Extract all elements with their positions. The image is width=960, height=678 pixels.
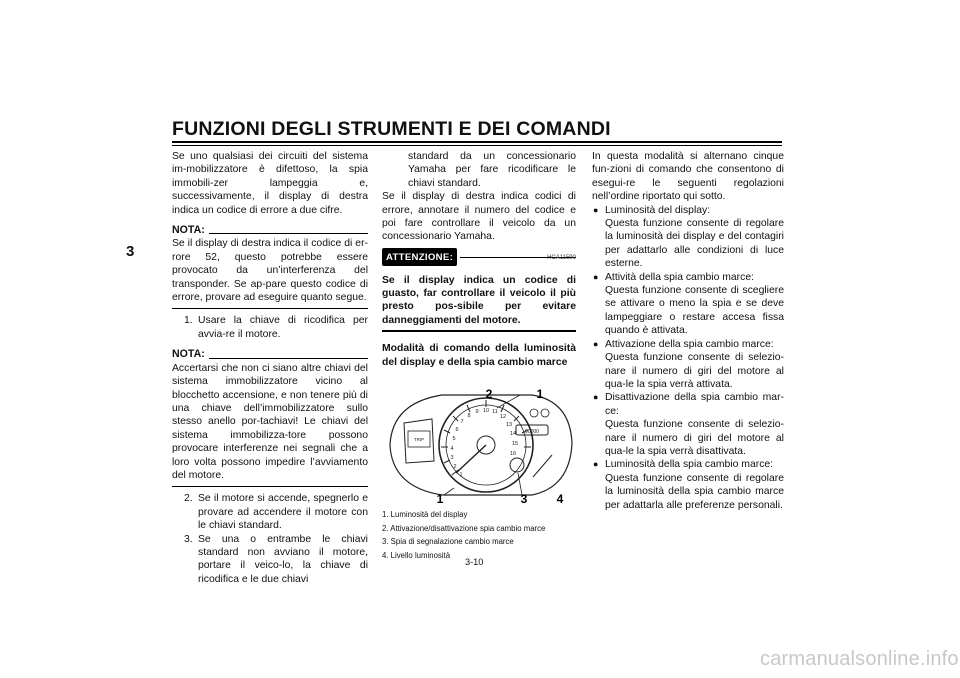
page-title: FUNZIONI DEGLI STRUMENTI E DEI COMANDI <box>172 118 611 140</box>
bullet-body: Questa funzione consente di regolare la luminosità dei display e del contagiri per adattarlo alle condizioni di luce esterne. <box>605 218 784 270</box>
step-text: Se il motore si accende, spegnerlo e provare ad accendere il motore con le chiavi standard. <box>198 493 368 532</box>
dial-number: 12 <box>499 414 507 421</box>
dial-number: 3 <box>450 455 454 462</box>
section-heading: Modalità di comando della luminosità del display e della spia cambio marce <box>382 343 576 368</box>
step-text: Se una o entrambe le chiavi standard non avviano il motore, portare il veico-lo, la chiave di ricodifica e le due chiavi <box>198 533 368 585</box>
step-item <box>172 492 368 532</box>
dial-number: 9 <box>475 409 479 416</box>
bullet-body: Questa funzione consente di regolare la luminosità della spia cambio marce per adattarla alle preferenze personali. <box>605 472 784 511</box>
bullet-item <box>592 271 784 338</box>
lcd-right-text: 00000 <box>525 429 539 436</box>
caption-item: 2. Attivazione/disattivazione spia cambio marce <box>382 523 546 533</box>
dial-number: 8 <box>467 413 471 420</box>
dial-number: 16 <box>509 451 517 458</box>
nota-text: Se il display di destra indica il codice di er-rore 52, questo potrebbe essere provocato da un’interferenza del transponder. Se ap-pare questo codice di errore, provare ad eseguire quanto segue. <box>172 238 368 304</box>
step-text: Usare la chiave di ricodifica per avvia-re il motore. <box>198 315 368 340</box>
caption-item: 3. Spia di segnalazione cambio marce <box>382 537 514 547</box>
bullet-body: Questa funzione consente di selezio-nare il numero di giri del motore al qua-le la spia verrà attivata. <box>605 352 784 390</box>
nota-heading <box>172 348 368 361</box>
dial-number: 1 <box>459 472 463 479</box>
callout-1-top: 1 <box>536 387 544 402</box>
tachometer-illustration <box>382 383 576 505</box>
nota-text: Accertarsi che non ci siano altre chiavi del sistema immobilizzatore vicino al blocchetto accensione, e non tenere più di una chiave dell’immobilizzatore sullo stesso anello por-tachiavi! Le chiavi del sistema immobilizza-tore possono provocare interferenze nei segnali che a loro volta possono impedire l’avviamento del motore. <box>172 362 368 481</box>
caption-item: 4. Livello luminosità <box>382 550 451 560</box>
bullet-head: Disattivazione della spia cambio mar-ce: <box>605 392 784 417</box>
step-item <box>172 533 368 587</box>
nota-end-rule <box>172 486 368 487</box>
bullet-icon: ● <box>593 204 599 215</box>
watermark: carmanualsonline.info <box>760 648 959 670</box>
intro-paragraph: Se uno qualsiasi dei circuiti del sistema im-mobilizzatore è difettoso, la spia immobili-zer lampeggia e, successivamente, il display di destra indica un codice di errore a due cifre. <box>172 151 368 216</box>
nota-heading <box>172 224 368 237</box>
caption-item: 1. Luminosità del display <box>382 510 468 520</box>
callout-3: 3 <box>520 492 528 506</box>
column-middle <box>382 150 576 562</box>
bullet-icon: ● <box>593 338 599 349</box>
step-number: 3. <box>184 533 193 545</box>
callout-1-bottom: 1 <box>436 492 444 506</box>
dial-number: 2 <box>453 464 457 471</box>
dial-number: 10 <box>482 408 490 415</box>
dial-number: 4 <box>450 446 454 453</box>
dial-number: 14 <box>509 431 517 438</box>
column-right <box>592 150 784 512</box>
attention-text: Se il display indica un codice di guasto, far controllare il veicolo il più presto pos-sibile per evitare danneggiamenti del motore. <box>382 274 576 326</box>
step-number: 2. <box>184 493 193 505</box>
bullet-head: Luminosità della spia cambio marce: <box>605 459 774 471</box>
bullet-item <box>592 204 784 271</box>
bullet-head: Attivazione della spia cambio marce: <box>605 338 774 350</box>
bullet-head: Luminosità del display: <box>605 204 711 216</box>
column-left <box>172 150 368 586</box>
attention-end-rule <box>382 330 576 332</box>
dial-number: 5 <box>452 436 456 443</box>
dial-number: 11 <box>492 409 498 416</box>
step-number: 1. <box>184 315 193 327</box>
nota-label: NOTA: <box>172 348 205 361</box>
title-rule-thin <box>172 145 782 146</box>
bullet-item <box>592 458 784 512</box>
callout-4: 4 <box>556 492 564 506</box>
dial-number: 13 <box>505 422 513 429</box>
title-rule <box>172 141 782 143</box>
bullet-body: Questa funzione consente di scegliere se attivare o meno la spia e se deve lampeggiare o restare accesa fissa quando è attivata. <box>605 285 784 337</box>
bullet-item <box>592 338 784 392</box>
step-item <box>172 314 368 341</box>
bullet-icon: ● <box>593 271 599 282</box>
page-number: 3-10 <box>465 557 484 567</box>
lcd-left-text: TRIP <box>413 437 425 443</box>
dial-number: 6 <box>455 427 459 434</box>
attention-code: HCA11590 <box>547 255 576 262</box>
bullet-body: Questa funzione consente di selezio-nare il numero di giri del motore al qua-le la spia verrà disattivata. <box>605 419 784 457</box>
paragraph: Se il display di destra indica codici di errore, annotare il numero del codice e poi fare controllare il veicolo da un concessionario Yamaha. <box>382 191 576 243</box>
nota-label: NOTA: <box>172 224 205 237</box>
dial-number: 7 <box>460 419 464 426</box>
figure-captions <box>382 508 576 562</box>
bullet-icon: ● <box>593 392 599 403</box>
attention-label: ATTENZIONE: <box>382 248 457 266</box>
chapter-tab: 3 <box>126 243 135 260</box>
step-continuation: standard da un concessionario Yamaha per fare ricodificare le chiavi standard. <box>408 151 576 189</box>
nota-end-rule <box>172 308 368 309</box>
bullet-item <box>592 391 784 458</box>
instrument-cluster-figure <box>382 383 576 505</box>
bullet-icon: ● <box>593 459 599 470</box>
callout-2: 2 <box>485 387 493 402</box>
intro-paragraph: In questa modalità si alternano cinque fun-zioni di comando che consentono di esegui-re le seguenti regolazioni nell’ordine riportato qui sotto. <box>592 151 784 203</box>
dial-number: 15 <box>511 441 519 448</box>
bullet-head: Attività della spia cambio marce: <box>605 271 754 283</box>
